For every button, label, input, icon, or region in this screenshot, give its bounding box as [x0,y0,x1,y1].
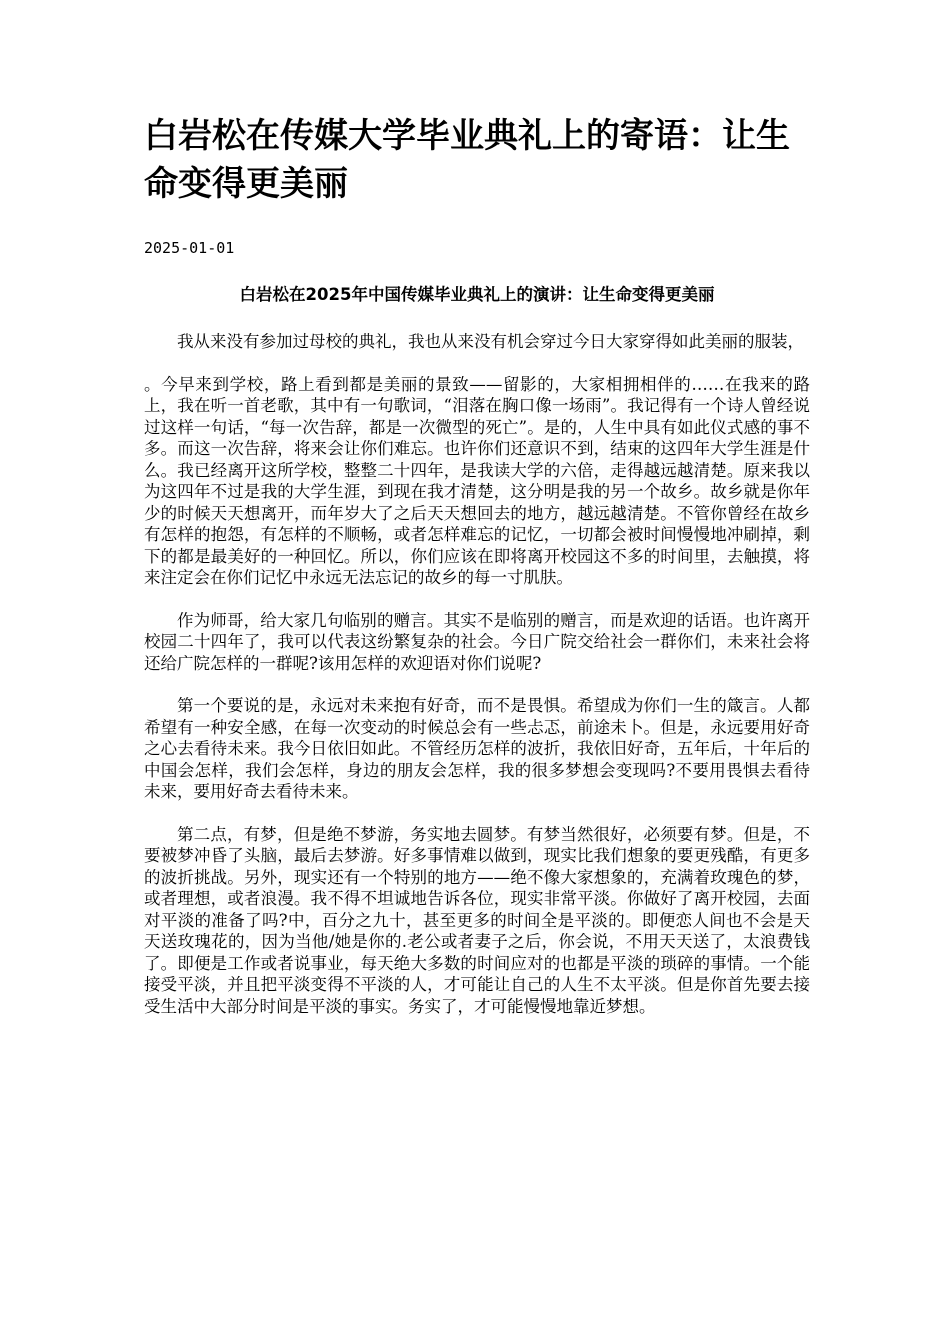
paragraph: 作为师哥，给大家几句临别的赠言。其实不是临别的赠言，而是欢迎的话语。也许离开校园二十四年了，我可以代表这纷繁复杂的社会。今日广院交给社会一群你们，未来社会将还给广院怎样的一群呢?该用怎样的欢迎语对你们说呢? [144,610,810,673]
article-subtitle: 白岩松在2025年中国传媒毕业典礼上的演讲：让生命变得更美丽 [239,285,715,304]
document-page [144,112,810,1038]
article-title: 白岩松在传媒大学毕业典礼上的寄语：让生命变得更美丽 [144,116,790,204]
article-body [144,331,810,1017]
article-date: 2025-01-01 [144,239,235,257]
paragraph: 。今早来到学校，路上看到都是美丽的景致——留影的，大家相拥相伴的……在我来的路上，我在听一首老歌，其中有一句歌词，“泪落在胸口像一场雨”。我记得有一个诗人曾经说过这样一句话，“每一次告辞，都是一次微型的死亡”。是的，人生中具有如此仪式感的事不多。而这一次告辞，将来会让你们难忘。也许你们还意识不到，结束的这四年大学生涯是什么。我已经离开这所学校，整整二十四年，是我读大学的六倍，走得越远越清楚。原来我以为这四年不过是我的大学生涯，到现在我才清楚，这分明是我的另一个故乡。故乡就是你年少的时候天天想离开，而年岁大了之后天天想回去的地方，越远越清楚。不管你曾经在故乡有怎样的抱怨，有怎样的不顺畅，或者怎样难忘的记忆，一切都会被时间慢慢地冲刷掉，剩下的都是最美好的一种回忆。所以，你们应该在即将离开校园这不多的时间里，去触摸，将来注定会在你们记忆中永远无法忘记的故乡的每一寸肌肤。 [144,374,810,587]
paragraph: 第一个要说的是，永远对未来抱有好奇，而不是畏惧。希望成为你们一生的箴言。人都希望有一种安全感，在每一次变动的时候总会有一些忐忑，前途未卜。但是，永远要用好奇之心去看待未来。我今日依旧如此。不管经历怎样的波折，我依旧好奇，五年后，十年后的中国会怎样，我们会怎样，身边的朋友会怎样，我的很多梦想会变现吗?不要用畏惧去看待未来，要用好奇去看待未来。 [144,696,810,801]
paragraph: 第二点，有梦，但是绝不梦游，务实地去圆梦。有梦当然很好，必须要有梦。但是，不要被梦冲昏了头脑，最后去梦游。好多事情难以做到，现实比我们想象的要更残酷，有更多的波折挑战。另外，现实还有一个特别的地方——绝不像大家想象的，充满着玫瑰色的梦，或者理想，或者浪漫。我不得不坦诚地告诉各位，现实非常平淡。你做好了离开校园，去面对平淡的准备了吗?中，百分之九十，甚至更多的时间全是平淡的。即便恋人间也不会是天天送玫瑰花的，因为当他/她是你的.老公或者妻子之后，你会说，不用天天送了，太浪费钱了。即便是工作或者说事业，每天绝大多数的时间应对的也都是平淡的琐碎的事情。一个能接受平淡，并且把平淡变得不平淡的人，才可能让自己的人生不太平淡。但是你首先要去接受生活中大部分时间是平淡的事实。务实了，才可能慢慢地靠近梦想。 [144,824,810,1016]
paragraph: 我从来没有参加过母校的典礼，我也从来没有机会穿过今日大家穿得如此美丽的服装， [177,332,804,351]
